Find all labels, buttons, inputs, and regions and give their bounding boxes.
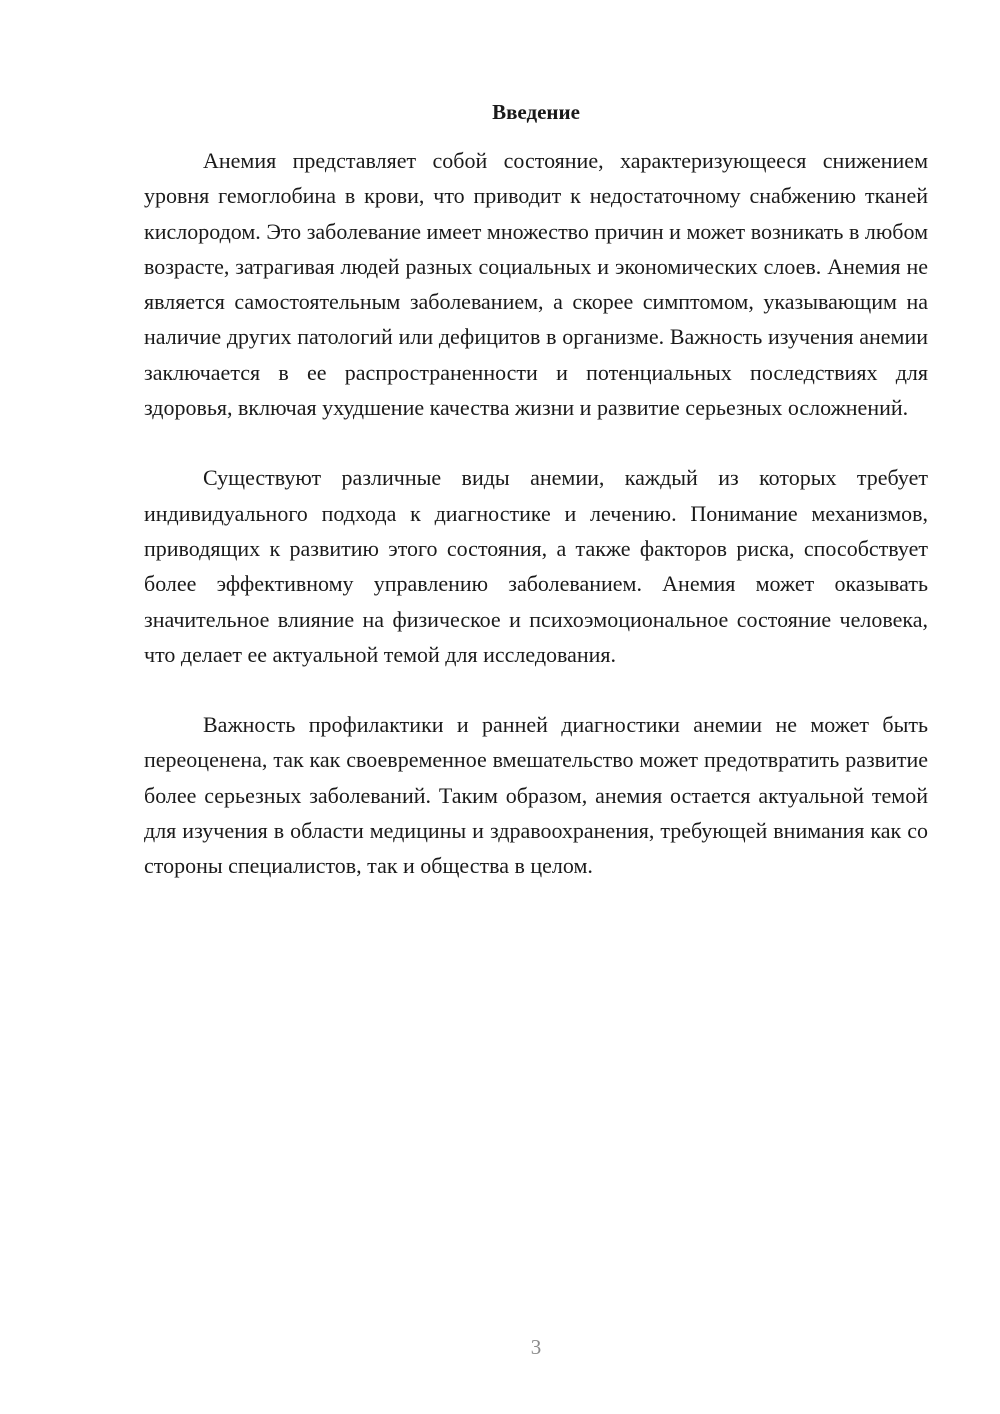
section-title: Введение	[492, 100, 580, 124]
paragraph-1: Анемия представляет собой состояние, характеризующееся снижением уровня гемоглобина в крови, что приводит к недостаточному снабжению тканей кислородом. Это заболевание имеет множество причин и может возникать в любом возрасте, затрагивая людей разных социальных и экономических слоев. Анемия не является самостоятельным заболеванием, а скорее симптомом, указывающим на наличие других патологий или дефицитов в организме. Важность изучения анемии заключается в ее распространенности и потенциальных последствиях для здоровья, включая ухудшение качества жизни и развитие серьезных осложнений.	[144, 148, 928, 421]
body-text	[144, 143, 928, 919]
page-number: 3	[530, 1335, 542, 1359]
paragraph-3: Важность профилактики и ранней диагностики анемии не может быть переоценена, так как своевременное вмешательство может предотвратить развитие более серьезных заболеваний. Таким образом, анемия остается актуальной темой для изучения в области медицины и здравоохранения, требующей внимания как со стороны специалистов, так и общества в целом.	[144, 712, 928, 879]
paragraph-2: Существуют различные виды анемии, каждый из которых требует индивидуального подхода к диагностике и лечению. Понимание механизмов, приводящих к развитию этого состояния, а также факторов риска, способствует более эффективному управлению заболеванием. Анемия может оказывать значительное влияние на физическое и психоэмоциональное состояние человека, что делает ее актуальной темой для исследования.	[144, 465, 928, 667]
